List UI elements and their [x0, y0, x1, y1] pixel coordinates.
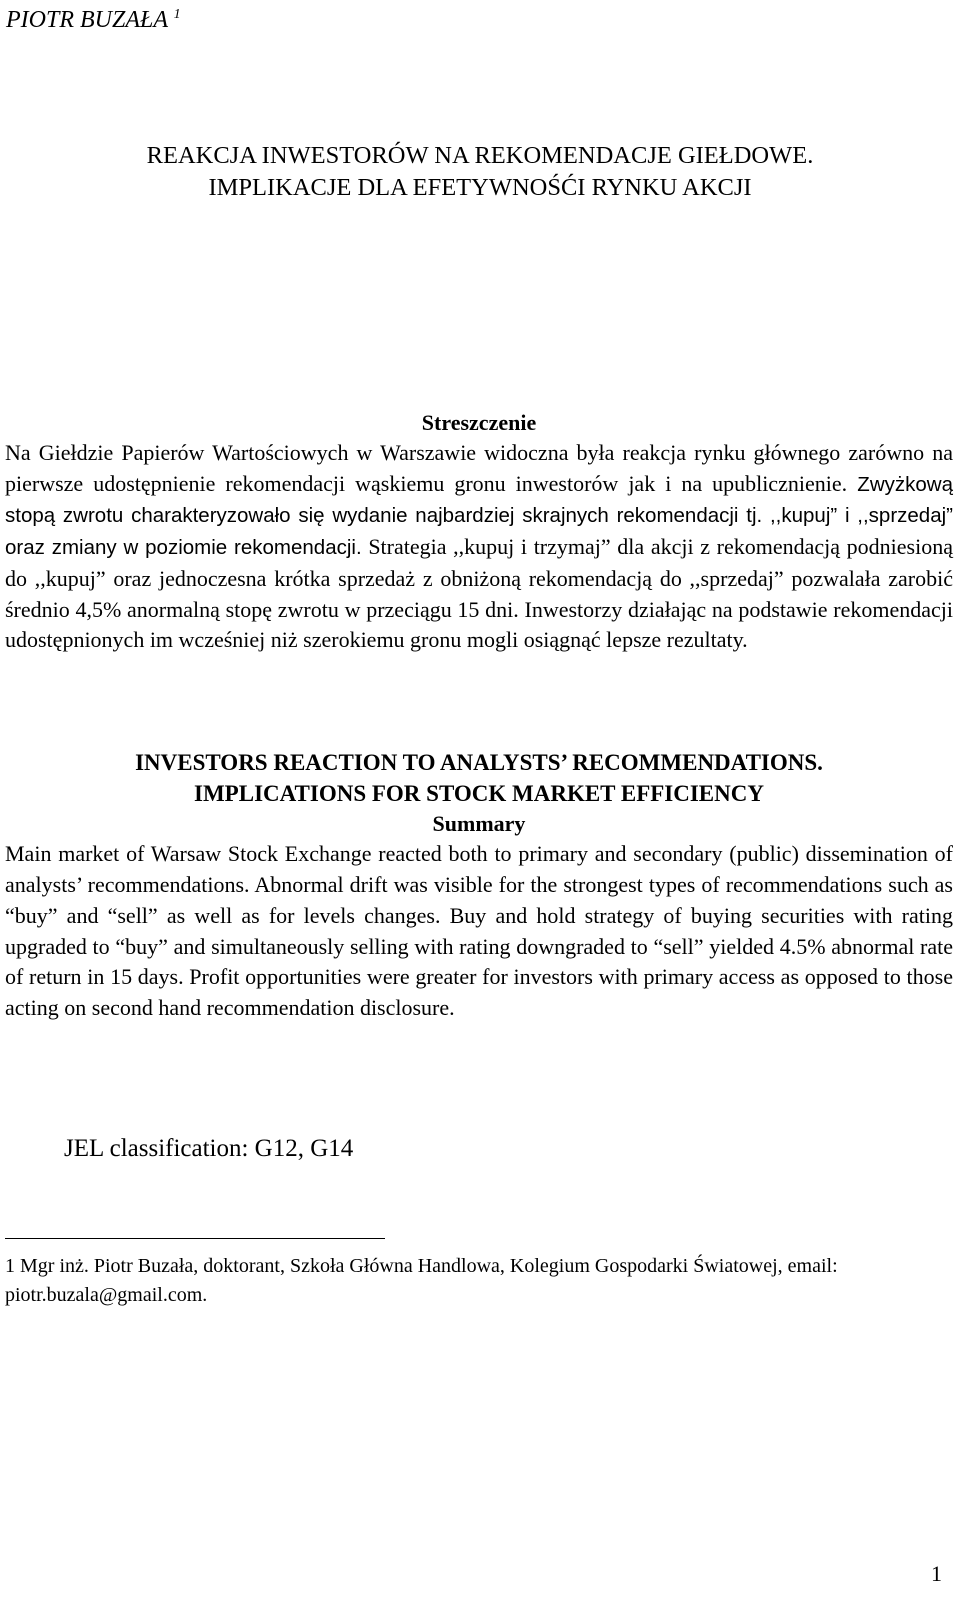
polish-abstract-text [5, 438, 953, 656]
english-title-line-1: INVESTORS REACTION TO ANALYSTS’ RECOMMENDATIONS. [135, 750, 823, 775]
footnote-divider [5, 1238, 385, 1239]
polish-abstract [5, 408, 953, 656]
english-abstract-text: Main market of Warsaw Stock Exchange reacted both to primary and secondary (public) dissemination of analysts’ recommendations. Abnormal drift was visible for the strongest types of recommendations such as “buy” and “sell” as well as for levels changes. Buy and hold strategy of buying securities with rating upgraded to “buy” and simultaneously selling with rating downgraded to “sell” yielded 4.5% abnormal rate of return in 15 days. Profit opportunities were greater for investors with primary access as opposed to those acting on second hand recommendation disclosure. [5, 841, 953, 1020]
author-name: PIOTR BUZAŁA [6, 7, 168, 33]
polish-title-line-1: REAKCJA INWESTORÓW NA REKOMENDACJE GIEŁDOWE. [146, 142, 814, 169]
polish-title-line-2: IMPLIKACJE DLA EFETYWNOŚĆI RYNKU AKCJI [208, 174, 752, 201]
polish-abstract-part-3: Strategia ,,kupuj i trzymaj” dla akcji z rekomendacją podniesioną do ,,kupuj” oraz jednoczesna krótka sprzedaż z obniżoną rekomendacją do ,,sprzedaj” pozwalała zarobić średnio 4,5% anormalną stopę zwrotu w przeciągu 15 dni. Inwestorzy działając na podstawie rekomendacji udostępnionych im wcześniej niż szerokiemu gronu mogli osiągnąć lepsze rezultaty. [5, 534, 953, 653]
author-name-line [6, 4, 181, 36]
page-number: 1 [931, 1561, 942, 1586]
english-abstract [5, 748, 953, 1024]
jel-classification: JEL classification: G12, G14 [64, 1135, 354, 1162]
polish-abstract-part-1: Na Giełdzie Papierów Wartościowych w Warszawie widoczna była reakcja rynku głównego zarówno na pierwsze udostępnienie rekomendacji wąskiemu gronu inwestorów jak i na upublicznienie. [5, 440, 953, 496]
english-title-line-2: IMPLICATIONS FOR STOCK MARKET EFFICIENCY [194, 780, 764, 806]
polish-abstract-part-2: Zwyżkową stopą zwrotu charakteryzowało się wydanie najbardziej skrajnych rekomendacji tj. ,,kupuj” i ,,sprzedaj” oraz zmiany w poziomie rekomendacji. [5, 472, 953, 560]
footnote: 1 Mgr inż. Piotr Buzała, doktorant, Szkoła Główna Handlowa, Kolegium Gospodarki Światowej, email: piotr.buzala@gmail.com. [5, 1255, 838, 1306]
english-abstract-heading: Summary [432, 811, 526, 837]
author-footnote-mark: 1 [173, 7, 181, 22]
polish-abstract-heading: Streszczenie [421, 410, 537, 435]
polish-title [40, 140, 920, 204]
